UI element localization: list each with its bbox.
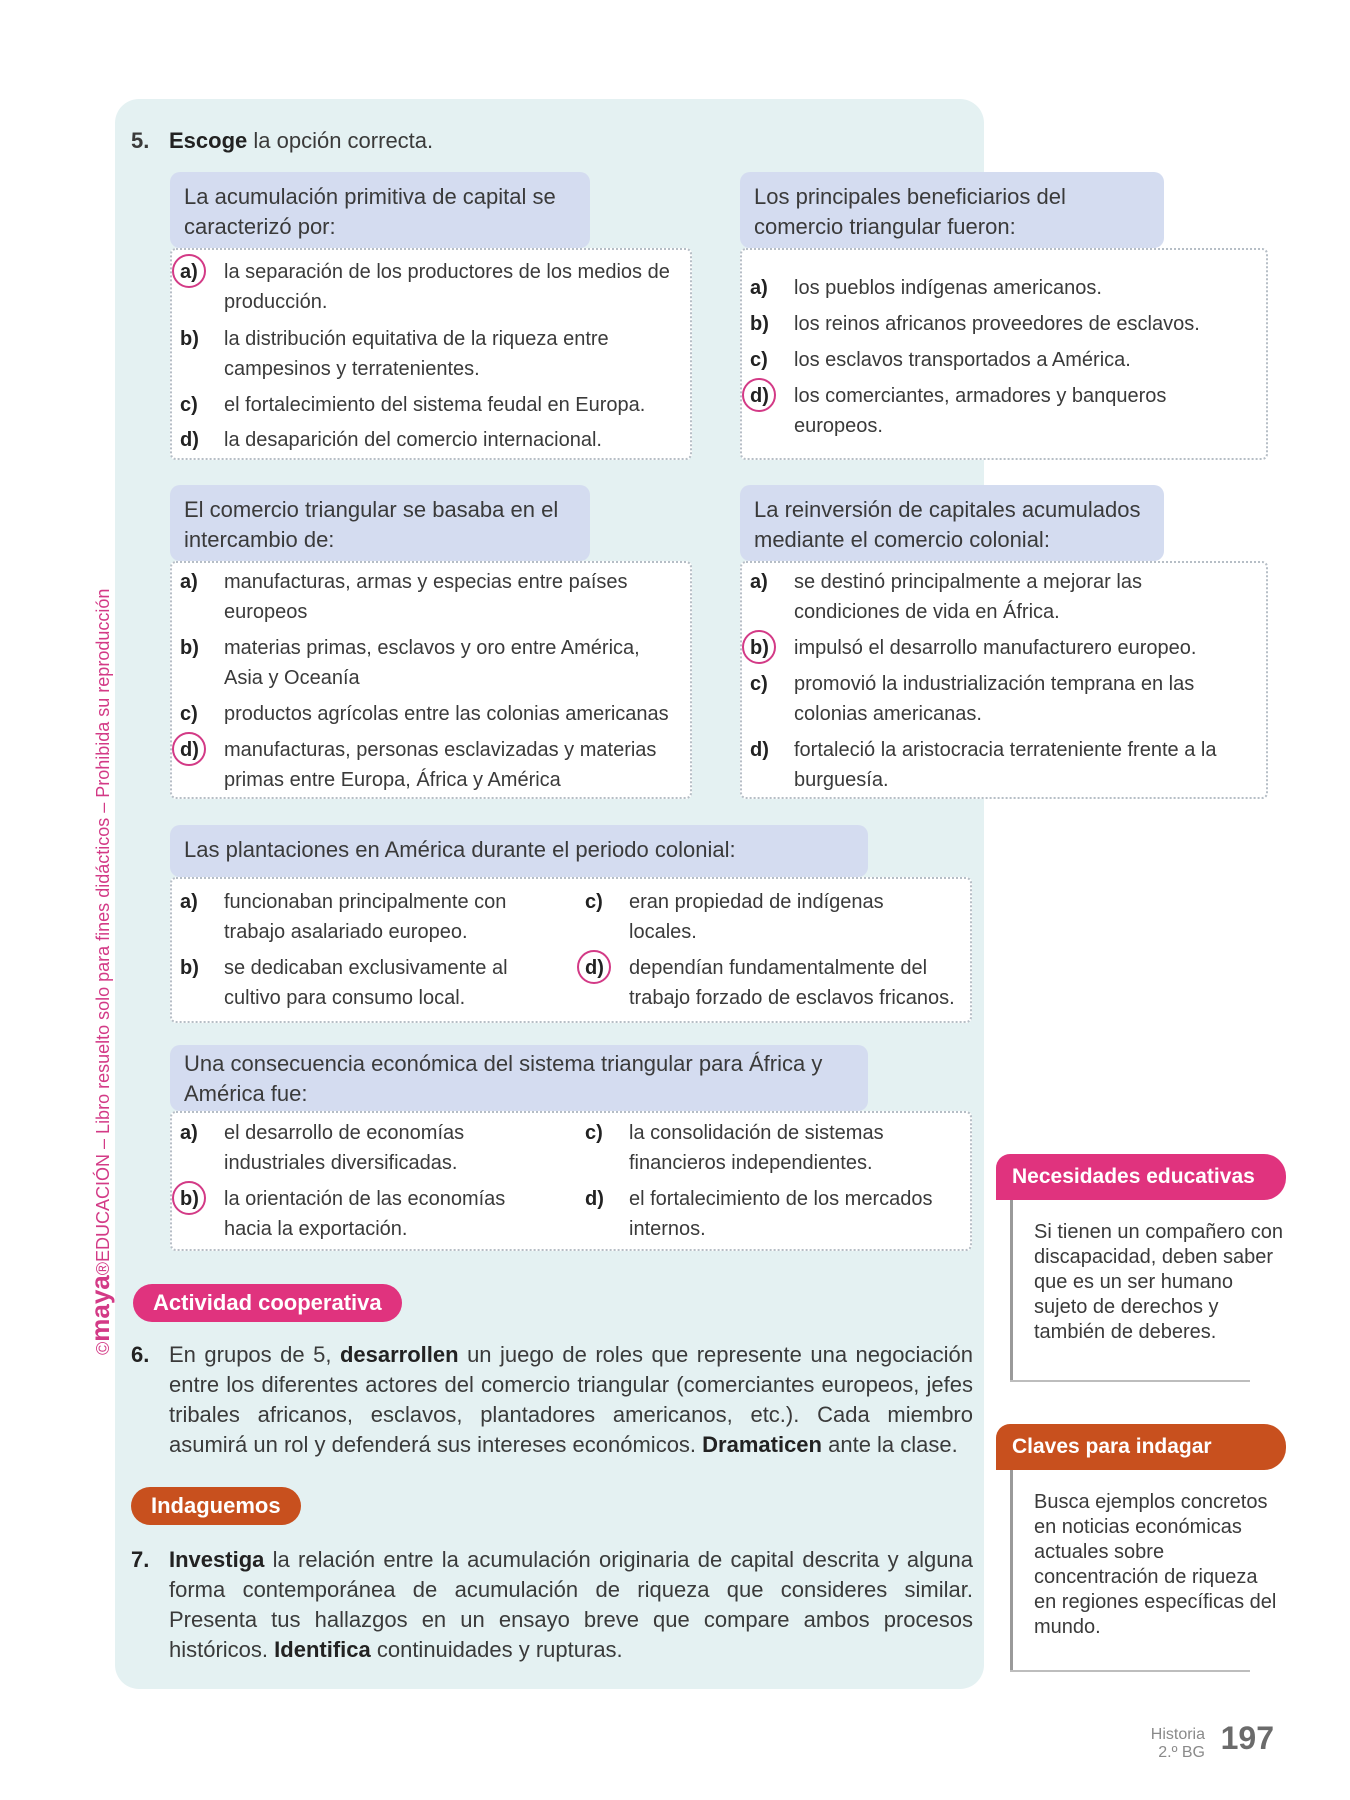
copyright-note: ©maya®EDUCACIÓN – Libro resuelto solo para fines didácticos – Prohibida su reproducción (85, 588, 115, 1355)
claves-indagar-box (1010, 1424, 1280, 1684)
stem-4: La reinversión de capitales acumulados mediante el comercio colonial: (740, 485, 1164, 561)
necesidades-educativas-box (1010, 1154, 1284, 1394)
stem-6: Una consecuencia económica del sistema triangular para África y América fue: (170, 1045, 868, 1111)
necesidades-educativas-title: Necesidades educativas (996, 1154, 1286, 1200)
stem-1: La acumulación primitiva de capital se caracterizó por: (170, 172, 590, 248)
question-5-heading: 5. Escoge la opción correcta. (131, 128, 434, 153)
question-7: 7. Investiga la relación entre la acumulación originaria de capital descrita y alguna forma contemporánea de acumulación de riqueza que consideres similar. Presenta tus hallazgos en un ensayo breve que compare ambos procesos históricos. Identifica continuidades y rupturas. (131, 1547, 973, 1662)
necesidades-educativas-text: Si tienen un compañero con discapacidad, deben saber que es un ser humano sujeto de derechos y también de deberes. (1034, 1221, 1284, 1343)
side-divider (1010, 1200, 1013, 1380)
side-divider (1010, 1470, 1013, 1670)
stem-2: Los principales beneficiarios del comercio triangular fueron: (740, 172, 1164, 248)
claves-indagar-text: Busca ejemplos concretos en noticias económicas actuales sobre concentración de riqueza en regiones específicas del mundo. (1034, 1491, 1277, 1638)
claves-indagar-title: Claves para indagar (996, 1424, 1286, 1470)
question-6: 6. En grupos de 5, desarrollen un juego de roles que represente una negociación entre los diferentes actores del comercio triangular (comerciantes europeos, jefes tribales africanos, esclavos, plantadores americanos, etc.). Cada miembro asumirá un rol y defenderá sus intereses económicos. Dramaticen ante la clase. (131, 1342, 973, 1457)
footer-subject: Historia 2.º BG (1150, 1726, 1205, 1761)
stem-3: El comercio triangular se basaba en el intercambio de: (170, 485, 590, 561)
page-number: 197 (1220, 1720, 1274, 1756)
stem-5: Las plantaciones en América durante el periodo colonial: (170, 825, 868, 877)
indaguemos-badge: Indaguemos (131, 1487, 301, 1525)
side-divider (1010, 1380, 1250, 1382)
actividad-cooperativa-badge: Actividad cooperativa (133, 1284, 402, 1322)
side-divider (1010, 1670, 1250, 1672)
